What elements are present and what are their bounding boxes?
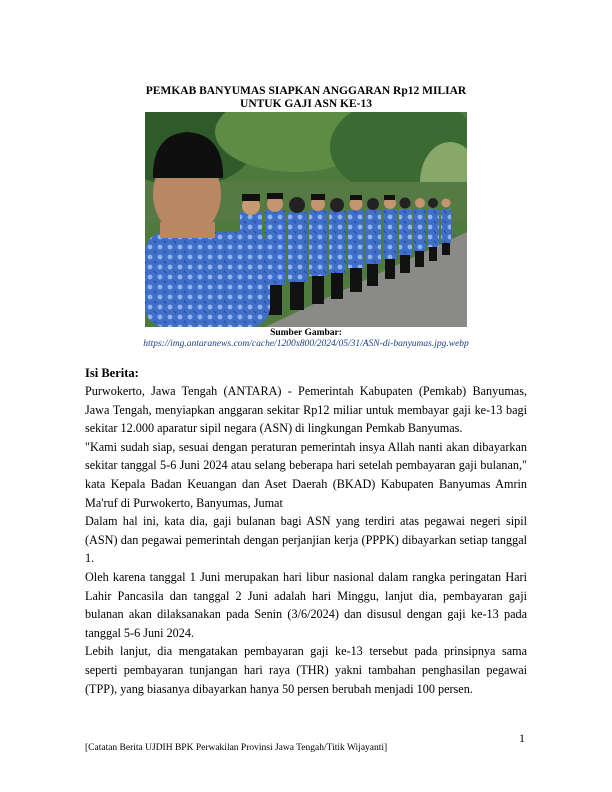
article-title-line-2: UNTUK GAJI ASN KE-13 — [240, 98, 372, 110]
article-title — [0, 85, 612, 111]
paragraph-1: Purwokerto, Jawa Tengah (ANTARA) - Pemerintah Kabupaten (Pemkab) Banyumas, Jawa Tengah, menyiapkan anggaran sekitar Rp12 miliar untuk membayar gaji ke-13 bagi sekitar 12.000 aparatur sipil negara (ASN) di lingkungan Pemkab Banyumas. — [85, 384, 527, 436]
article-title-line-1: PEMKAB BANYUMAS SIAPKAN ANGGARAN Rp12 MILIAR — [145, 85, 467, 97]
image-caption-label: Sumber Gambar: — [270, 328, 342, 338]
page-footer: [Catatan Berita UJDIH BPK Perwakilan Provinsi Jawa Tengah/Titik Wijayanti] — [85, 743, 388, 753]
paragraph-2: "Kami sudah siap, sesuai dengan peraturan pemerintah insya Allah nanti akan dibayarkan sekitar tanggal 5-6 Juni 2024 atau selang beberapa hari setelah pembayaran gaji bulanan," kata Kepala Badan Keuangan dan Aset Daerah (BKAD) Kabupaten Banyumas Amrin Ma'ruf di Purwokerto, Banyumas, Jumat — [85, 439, 527, 510]
paragraph-3: Dalam hal ini, kata dia, gaji bulanan bagi ASN yang terdiri atas pegawai negeri sipil (ASN) dan pegawai pemerintah dengan perjanjian kerja (PPPK) dibayarkan setiap tanggal 1. — [85, 514, 527, 566]
content-heading: Isi Berita: — [85, 366, 139, 380]
image-source-link[interactable]: https://img.antaranews.com/cache/1200x800/2024/05/31/ASN-di-banyumas.jpg.webp — [143, 339, 469, 349]
article-photo — [145, 112, 467, 327]
article-body — [85, 382, 527, 698]
paragraph-5: Lebih lanjut, dia mengatakan pembayaran gaji ke-13 tersebut pada prinsipnya sama seperti pembayaran tunjangan hari raya (THR) yakni tambahan penghasilan pegawai (TPP), yang biasanya dibayarkan hanya 50 persen berubah menjadi 100 persen. — [85, 644, 527, 696]
page-number: 1 — [519, 731, 525, 745]
paragraph-4: Oleh karena tanggal 1 Juni merupakan hari libur nasional dalam rangka peringatan Hari Lahir Pancasila dan tanggal 2 Juni adalah hari Minggu, lanjut dia, pembayaran gaji bulanan akan dilaksanakan pada Senin (3/6/2024) dan disusul dengan gaji ke-13 pada tanggal 5-6 Juni 2024. — [85, 569, 527, 640]
photo-illustration — [145, 112, 467, 327]
